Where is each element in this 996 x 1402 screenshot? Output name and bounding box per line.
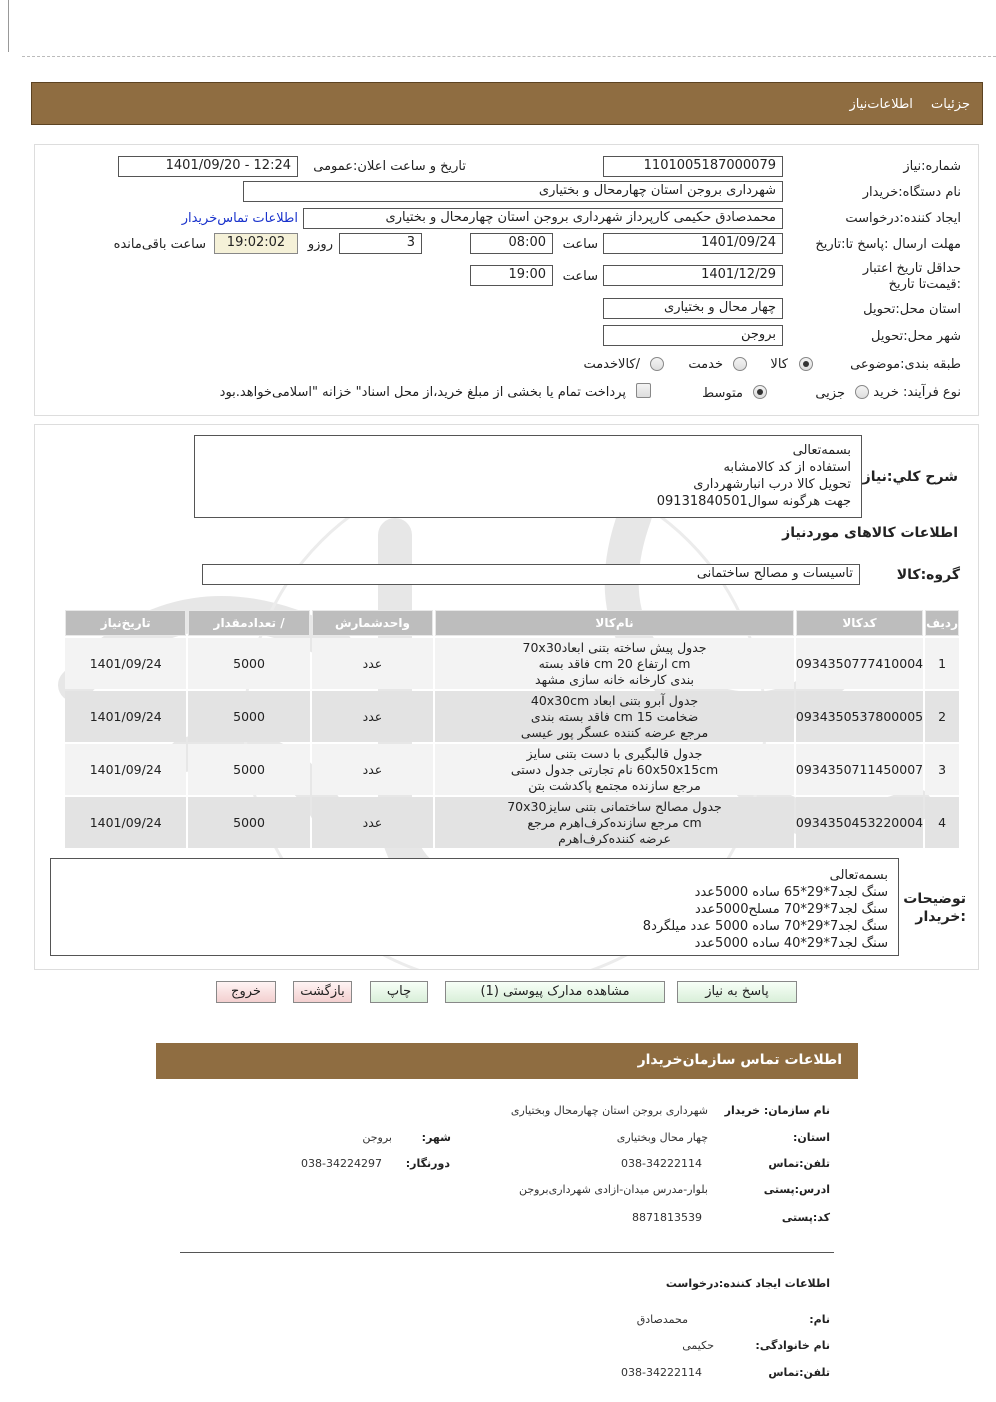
first-name-label: نام: — [809, 1313, 830, 1326]
col-qty-header: / تعدادمقدار — [188, 610, 309, 636]
table-row[interactable] — [65, 638, 959, 689]
validity-date-field: 1401/12/29 — [603, 265, 783, 286]
exit-button[interactable]: خروج — [216, 981, 276, 1003]
creator-field: محمدصادق حکیمی کارپرداز شهرداری بروجن استان چهارمحال و بختیاری — [303, 208, 783, 229]
buyer-notes-box — [50, 858, 899, 956]
validity-hour-label: ساعت — [562, 269, 598, 284]
last-name-label: نام خانوادگی: — [755, 1339, 830, 1352]
items-section-title: اطلاعات کالاهای موردنیاز — [782, 525, 958, 541]
remaining-time-field: 19:02:02 — [214, 233, 298, 254]
process-medium-label: متوسط — [702, 386, 743, 401]
cell-qty: 5000 — [188, 638, 309, 689]
province-label: استان محل:تحویل — [863, 302, 961, 317]
buyer-notes-label: توضیحات :خریدار — [903, 891, 966, 925]
city-contact-label: شهر: — [421, 1131, 451, 1144]
cell-unit: عدد — [312, 797, 433, 848]
cell-name-line: مرجع سازنده مجتمع پاکدشت بتن — [528, 777, 701, 793]
deadline-label: مهلت ارسال :پاسخ تا:تاریخ — [815, 237, 961, 252]
cell-code: 0934350711450007 — [796, 744, 923, 795]
buyer-field: شهرداری بروجن استان چهارمحال و بختیاری — [243, 181, 783, 202]
deadline-hour-label: ساعت — [562, 237, 598, 252]
cell-name-line: cm ارتفاع 20 cm فاقد بسته — [538, 655, 691, 671]
cell-name-line: جدول پیش ساخته بتنی ابعاد70x30 — [522, 639, 707, 655]
creator-section-title: اطلاعات ایجاد کننده:درخواست — [665, 1277, 830, 1290]
remaining-label: ساعت باقی‌مانده — [113, 237, 206, 252]
col-code-header: کدکالا — [796, 610, 923, 636]
page-header — [31, 82, 983, 125]
cell-name-line: cm مرجع سازنده‌کرف‌اهرم مرجع — [527, 814, 702, 830]
tab-need-info[interactable]: اطلاعات‌نیاز — [849, 97, 913, 112]
tab-details[interactable]: جزئیات — [931, 97, 970, 112]
top-divider — [22, 56, 996, 57]
group-label: گروه:کالا — [896, 567, 960, 583]
col-row-header: ردیف — [925, 610, 959, 636]
announce-label: تاریخ و ساعت اعلان:عمومی — [313, 159, 466, 174]
cell-name — [435, 691, 794, 742]
general-desc-line: جهت هرگونه سوال09131840501 — [656, 494, 851, 509]
need-number-label: شماره:نیاز — [903, 159, 961, 174]
cell-row: 3 — [925, 744, 959, 795]
cell-row: 2 — [925, 691, 959, 742]
view-attachments-button[interactable]: مشاهده مدارک پیوستی (1) — [445, 981, 665, 1003]
cell-name-line: جدول قالبگیری با دست بتنی سایز — [526, 745, 703, 761]
announce-field: 1401/09/20 - 12:24 — [118, 156, 298, 177]
cell-qty: 5000 — [188, 797, 309, 848]
col-name-header: نام‌کالا — [435, 610, 794, 636]
category-goods-label: کالا — [770, 357, 788, 372]
validity-label: حداقل تاریخ اعتبار :قیمت‌تا تاریخ — [862, 261, 961, 292]
need-number-field: 1101005187000079 — [603, 156, 783, 177]
city-label: شهر محل:تحویل — [871, 329, 961, 344]
cell-name — [435, 797, 794, 848]
cell-qty: 5000 — [188, 744, 309, 795]
org-label: نام سازمان: خریدار — [724, 1104, 830, 1117]
cell-name — [435, 638, 794, 689]
cell-code: 0934350453220004 — [796, 797, 923, 848]
treasury-payment-checkbox[interactable] — [636, 383, 651, 398]
address-value: بلوار-مدرس میدان-ازادی شهرداری‌بروجن — [519, 1183, 708, 1196]
group-field: تاسیسات و مصالح ساختمانی — [202, 564, 860, 585]
col-unit-header: واحدشمارش — [312, 610, 433, 636]
days-label: روزو — [307, 237, 333, 252]
phone-label: تلفن:تماس — [768, 1157, 830, 1170]
fax-value: 038-34224297 — [301, 1157, 382, 1170]
cell-date: 1401/09/24 — [65, 797, 186, 848]
province-field: چهار محال و بختیاری — [603, 298, 783, 319]
city-field: بروجن — [603, 325, 783, 346]
days-field: 3 — [339, 233, 422, 254]
cell-name-line: جدول آبرو بتنی ابعاد 40x30cm — [530, 692, 699, 708]
postal-code-value: 8871813539 — [632, 1211, 702, 1224]
items-table — [63, 608, 961, 850]
category-service-label: خدمت — [688, 357, 723, 372]
validity-time-field: 19:00 — [470, 265, 553, 286]
cell-code: 0934350777410004 — [796, 638, 923, 689]
city-contact-value: بروجن — [362, 1131, 392, 1144]
deadline-date-field: 1401/09/24 — [603, 233, 783, 254]
contact-header: اطلاعات تماس سازمان‌خریدار — [156, 1043, 858, 1079]
creator-label: ایجاد کننده:درخواست — [845, 211, 961, 226]
category-both-radio[interactable] — [650, 357, 664, 371]
cell-date: 1401/09/24 — [65, 638, 186, 689]
cell-name-line: 60x50x15cm نام تجارتی جدول دستی — [510, 761, 719, 777]
buyer-notes-line: سنگ لجد7*29*40 ساده 5000عدد — [694, 936, 888, 951]
cell-name-line: جدول مصالح ساختمانی بتنی سایز70x30 — [507, 798, 722, 814]
province-contact-value: چهار محال وبختیاری — [616, 1131, 708, 1144]
cell-code: 0934350537800005 — [796, 691, 923, 742]
table-row[interactable] — [65, 797, 959, 848]
creator-phone-value: 038-34222114 — [621, 1366, 702, 1379]
general-desc-line: بسمه‌تعالی — [792, 443, 851, 458]
buyer-notes-line: بسمه‌تعالی — [829, 868, 888, 883]
address-label: ادرس:پستی — [763, 1183, 830, 1196]
contact-separator — [180, 1252, 834, 1253]
cell-name-line: ضخامت 15 cm فاقد بسته بندی — [530, 708, 699, 724]
cell-row: 1 — [925, 638, 959, 689]
process-label: نوع فرآیند: خرید — [873, 385, 961, 400]
last-name-value: حکیمی — [682, 1339, 714, 1352]
postal-code-label: کد:پستی — [781, 1211, 830, 1224]
category-goods-radio[interactable] — [799, 357, 813, 371]
cell-name-line: بندی کارخانه خانه سازی مشهد — [535, 671, 695, 687]
left-edge-line — [8, 0, 9, 52]
buyer-notes-line: سنگ لجد7*29*70 مسلح5000عدد — [695, 902, 888, 917]
table-header-row — [65, 610, 959, 636]
cell-qty: 5000 — [188, 691, 309, 742]
category-both-label: /کالاخدمت — [583, 357, 640, 372]
cell-name — [435, 744, 794, 795]
general-desc-line: تحویل کالا درب انبارشهرداری — [693, 477, 851, 492]
cell-unit: عدد — [312, 638, 433, 689]
table-row[interactable] — [65, 744, 959, 795]
creator-phone-label: تلفن:تماس — [768, 1366, 830, 1379]
general-desc-box — [194, 435, 862, 518]
cell-name-line: عرضه کننده‌کرف‌اهرم — [558, 830, 671, 846]
cell-unit: عدد — [312, 744, 433, 795]
reply-button[interactable]: پاسخ به نیاز — [677, 981, 797, 1003]
cell-unit: عدد — [312, 691, 433, 742]
payment-note: پرداخت تمام یا بخشی از مبلغ خرید،از محل اسناد" خزانه "اسلامی‌خواهد.بود — [219, 385, 626, 400]
buyer-notes-line: سنگ لجد7*29*65 ساده 5000عدد — [694, 885, 888, 900]
buyer-notes-line: سنگ لجد7*29*70 ساده 5000 عدد میلگرد8 — [642, 919, 888, 934]
category-label: طبقه بندی:موضوعی — [850, 357, 961, 372]
deadline-time-field: 08:00 — [470, 233, 553, 254]
need-info-panel — [34, 144, 979, 416]
cell-date: 1401/09/24 — [65, 744, 186, 795]
print-button[interactable]: چاپ — [370, 981, 428, 1003]
col-date-header: تاریخ‌نیاز — [65, 610, 186, 636]
cell-row: 4 — [925, 797, 959, 848]
fax-label: دورنگار: — [405, 1157, 450, 1170]
province-contact-label: استان: — [793, 1131, 830, 1144]
general-desc-line: استفاده از کد کالامشابه — [723, 460, 851, 475]
buyer-label: نام دستگاه:خریدار — [862, 185, 961, 200]
first-name-value: محمدصادق — [636, 1313, 688, 1326]
org-value: شهرداری بروجن استان چهارمحال وبختیاری — [510, 1104, 708, 1117]
cell-name-line: مرجع عرضه کننده عسگر پور عیسی — [520, 724, 709, 740]
phone-value: 038-34222114 — [621, 1157, 702, 1170]
process-partial-radio[interactable] — [855, 385, 869, 399]
general-desc-label: شرح کلي:نیاز — [862, 469, 958, 485]
cell-date: 1401/09/24 — [65, 691, 186, 742]
back-button[interactable]: بازگشت — [293, 981, 352, 1003]
process-partial-label: جزیی — [815, 386, 845, 401]
category-service-radio[interactable] — [733, 357, 747, 371]
process-medium-radio[interactable] — [753, 385, 767, 399]
table-row[interactable] — [65, 691, 959, 742]
buyer-contact-link[interactable]: اطلاعات تماس‌خریدار — [181, 211, 298, 226]
